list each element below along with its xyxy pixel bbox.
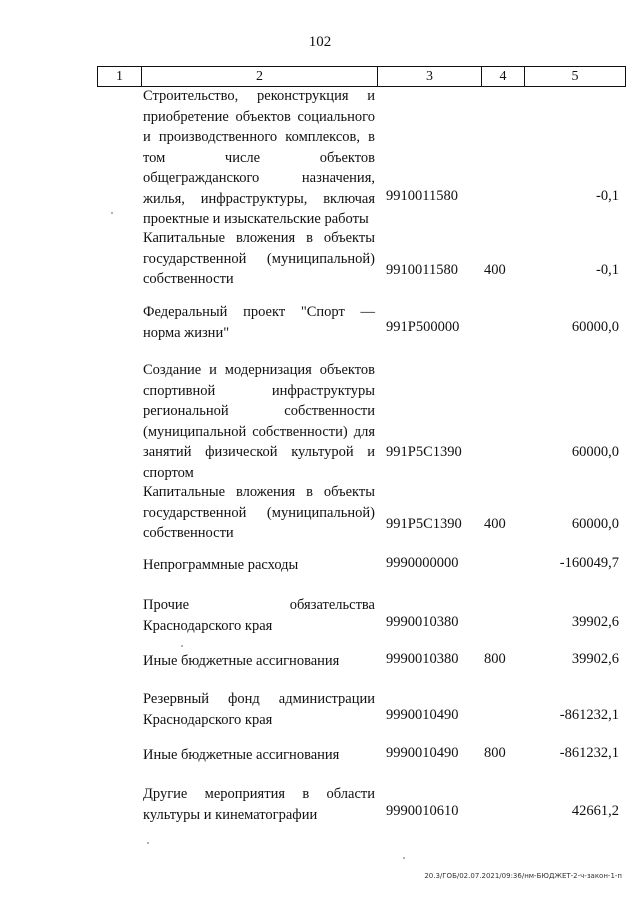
row-code: 9990010490 [386, 707, 459, 723]
row-sum: 60000,0 [571, 444, 619, 460]
row-description: Другие мероприятия в области культуры и кинематографии [143, 786, 375, 823]
row-code: 9990010380 [386, 651, 459, 667]
row-kind: 800 [484, 745, 506, 761]
header-col-1: 1 [98, 67, 142, 86]
row-description: Прочие обязательства Краснодарского края [143, 597, 375, 634]
row-sum: -160049,7 [559, 555, 619, 571]
row-description: Иные бюджетные ассигнования [143, 747, 340, 763]
row-kind: 400 [484, 516, 506, 532]
row-description: Резервный фонд администрации Краснодарского края [143, 691, 375, 728]
scan-speck [147, 842, 149, 844]
page-number: 102 [308, 34, 332, 50]
row-sum: 60000,0 [571, 319, 619, 335]
row-code: 991P5C1390 [386, 444, 462, 460]
row-sum: -861232,1 [559, 745, 619, 761]
row-description: Создание и модернизация объектов спортивной инфраструктуры региональной собственности (муниципальной собственности) для занятий физической культурой и спортом [143, 362, 375, 481]
header-col-4: 4 [482, 67, 525, 86]
row-code: 9990000000 [386, 555, 459, 571]
row-description: Капитальные вложения в объекты государственной (муниципальной) собственности [143, 484, 375, 541]
row-code: 9990010610 [386, 803, 459, 819]
row-sum: 39902,6 [571, 614, 619, 630]
row-code: 9990010380 [386, 614, 459, 630]
row-sum: -861232,1 [559, 707, 619, 723]
row-sum: -0,1 [596, 188, 619, 204]
row-sum: 60000,0 [571, 516, 619, 532]
header-col-3: 3 [378, 67, 482, 86]
footer-stamp: 20.3/ГОБ/02.07.2021/09:36/нм-БЮДЖЕТ-2-ч-закон-1-п [424, 872, 622, 880]
row-description: Капитальные вложения в объекты государственной (муниципальной) собственности [143, 230, 375, 287]
scan-speck [403, 857, 405, 859]
row-code: 991P500000 [386, 319, 460, 335]
scan-speck [111, 212, 113, 214]
row-code: 9990010490 [386, 745, 459, 761]
row-sum: 42661,2 [571, 803, 619, 819]
scan-speck [181, 645, 183, 647]
row-code: 9910011580 [386, 188, 458, 204]
header-col-5: 5 [571, 69, 579, 84]
row-description: Непрограммные расходы [143, 557, 299, 573]
row-code: 991P5C1390 [386, 516, 462, 532]
row-sum: -0,1 [596, 262, 619, 278]
row-kind: 400 [484, 262, 506, 278]
header-col-2: 2 [142, 67, 378, 86]
row-description: Федеральный проект "Спорт — норма жизни" [143, 304, 375, 341]
row-code: 9910011580 [386, 262, 458, 278]
row-description: Строительство, реконструкция и приобретение объектов социального и производственного комплексов, в том числе объектов общегражданского назначения, жилья, инфраструктуры, включая проектные и изыскательские работы [143, 88, 375, 227]
row-description: Иные бюджетные ассигнования [143, 653, 340, 669]
row-sum: 39902,6 [571, 651, 619, 667]
row-kind: 800 [484, 651, 506, 667]
table-header [97, 66, 626, 87]
